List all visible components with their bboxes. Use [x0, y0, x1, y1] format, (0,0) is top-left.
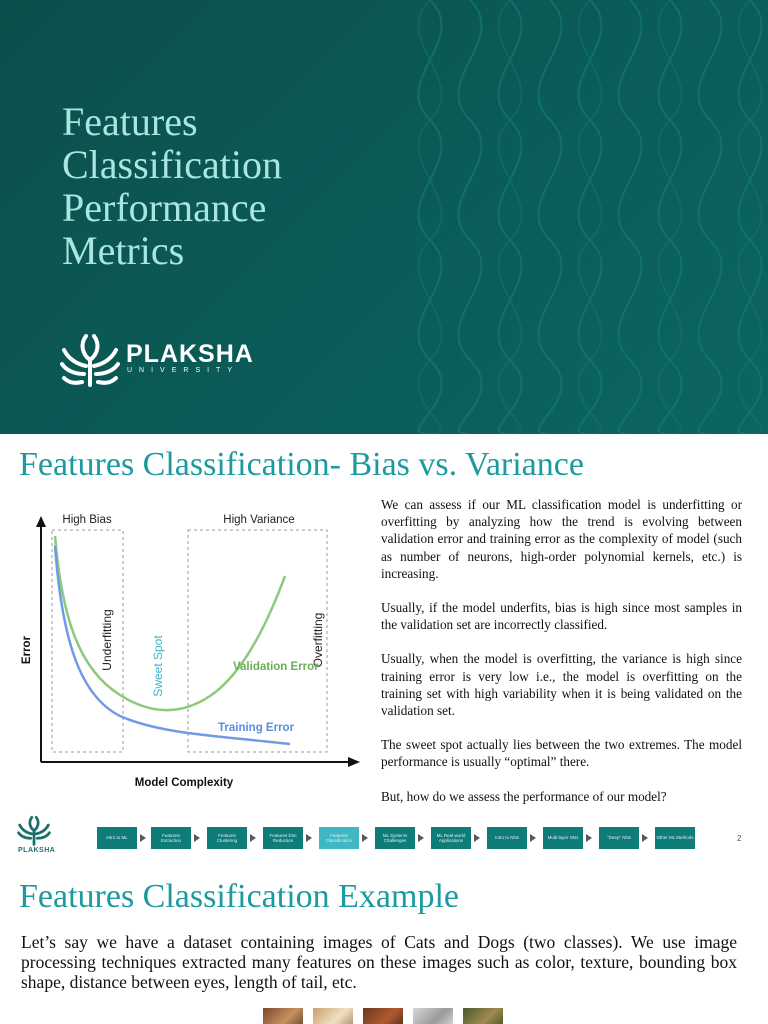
arrow-right-icon: [474, 834, 480, 842]
footer-logo-icon: [14, 814, 54, 846]
arrow-right-icon: [140, 834, 146, 842]
paragraph: But, how do we assess the performance of our model?: [381, 788, 667, 804]
flow-step-box: "Deep" NNs: [599, 827, 639, 849]
bias-variance-chart: [0, 500, 370, 800]
arrow-right-icon: [194, 834, 200, 842]
slide-body-text: Let’s say we have a dataset containing images of Cats and Dogs (two classes). We use image processing techniques extracted many features on these images such as color, texture, bounding box shape, distance between eyes, length of tail, etc.: [21, 932, 737, 992]
plaksha-logo-icon: [60, 330, 120, 388]
title-line: Features: [62, 99, 198, 144]
slide-heading: Features Classification- Bias vs. Variance: [19, 446, 584, 483]
classification-example-slide: [0, 858, 768, 1024]
flow-step-box: Features Dim Reduction: [263, 827, 303, 849]
slide-heading: Features Classification Example: [19, 878, 459, 915]
arrow-right-icon: [306, 834, 312, 842]
arrow-right-icon: [530, 834, 536, 842]
arrow-right-icon: [250, 834, 256, 842]
paragraph: Usually, when the model is overfitting, the variance is high since training error is very low i.e., the model is overfitting on the training set with high variability when it is being validated on the validation set.: [381, 651, 742, 719]
training-error-label: Training Error: [218, 722, 295, 734]
flow-step-box: ML Systems Challenges: [375, 827, 415, 849]
flow-step-box: Intro to NNs: [487, 827, 527, 849]
dog-image-thumbnail: [313, 1008, 353, 1024]
title-line: Metrics: [62, 228, 185, 273]
cat-image-thumbnail: [363, 1008, 403, 1024]
paragraph: Usually, if the model underfits, bias is high since most samples in the validation set are incorrectly classified.: [381, 600, 742, 633]
arrow-right-icon: [418, 834, 424, 842]
paragraph: The sweet spot actually lies between the two extremes. The model performance is usually “optimal” there.: [381, 737, 742, 770]
arrow-right-icon: [586, 834, 592, 842]
arrow-right-icon: [642, 834, 648, 842]
validation-error-label: Validation Error: [233, 661, 319, 673]
dog-image-thumbnail: [463, 1008, 503, 1024]
flow-step-box-active: Features Classification: [319, 827, 359, 849]
validation-error-curve: [55, 536, 285, 710]
paragraph: We can assess if our ML classification model is underfitting or overfitting by analyzing how the trend is evolving between validation error and training error as the complexity of model (such as number of neurons, high-order polynomial kernels, etc.) is increasing.: [381, 497, 742, 581]
page-number: 2: [737, 834, 742, 843]
logo-wordmark: PLAKSHA: [126, 340, 254, 368]
flow-step-box: Multi-layer NNs: [543, 827, 583, 849]
high-variance-region: [188, 530, 327, 752]
high-bias-label: High Bias: [62, 514, 112, 526]
overfitting-label: Overfitting: [311, 612, 325, 668]
title-slide: [0, 0, 768, 434]
title-line: Classification: [62, 142, 282, 187]
bias-variance-slide: [0, 434, 768, 858]
x-axis-label: Model Complexity: [134, 777, 234, 789]
sweet-spot-label: Sweet Spot: [151, 635, 165, 697]
explanation-text: [381, 496, 742, 822]
dog-image-thumbnail: [413, 1008, 453, 1024]
logo-subtitle: UNIVERSITY: [127, 367, 240, 374]
y-axis-label: Error: [21, 635, 33, 665]
high-variance-label: High Variance: [223, 514, 295, 526]
y-axis-arrow-icon: [36, 516, 46, 527]
title-line: Performance: [62, 185, 267, 230]
cat-image-thumbnail: [263, 1008, 303, 1024]
flow-step-box: Features Clustering: [207, 827, 247, 849]
flow-step-box: Features Extraction: [151, 827, 191, 849]
flow-step-box: Other ML Methods: [655, 827, 695, 849]
footer-logo-wordmark: PLAKSHA: [18, 847, 56, 854]
arrow-right-icon: [362, 834, 368, 842]
x-axis-arrow-icon: [348, 757, 360, 767]
underfitting-label: Underfitting: [100, 609, 114, 671]
deck-title: [62, 100, 282, 272]
flow-step-box: Intro to ML: [97, 827, 137, 849]
flow-step-box: ML Real-world Applications: [431, 827, 471, 849]
